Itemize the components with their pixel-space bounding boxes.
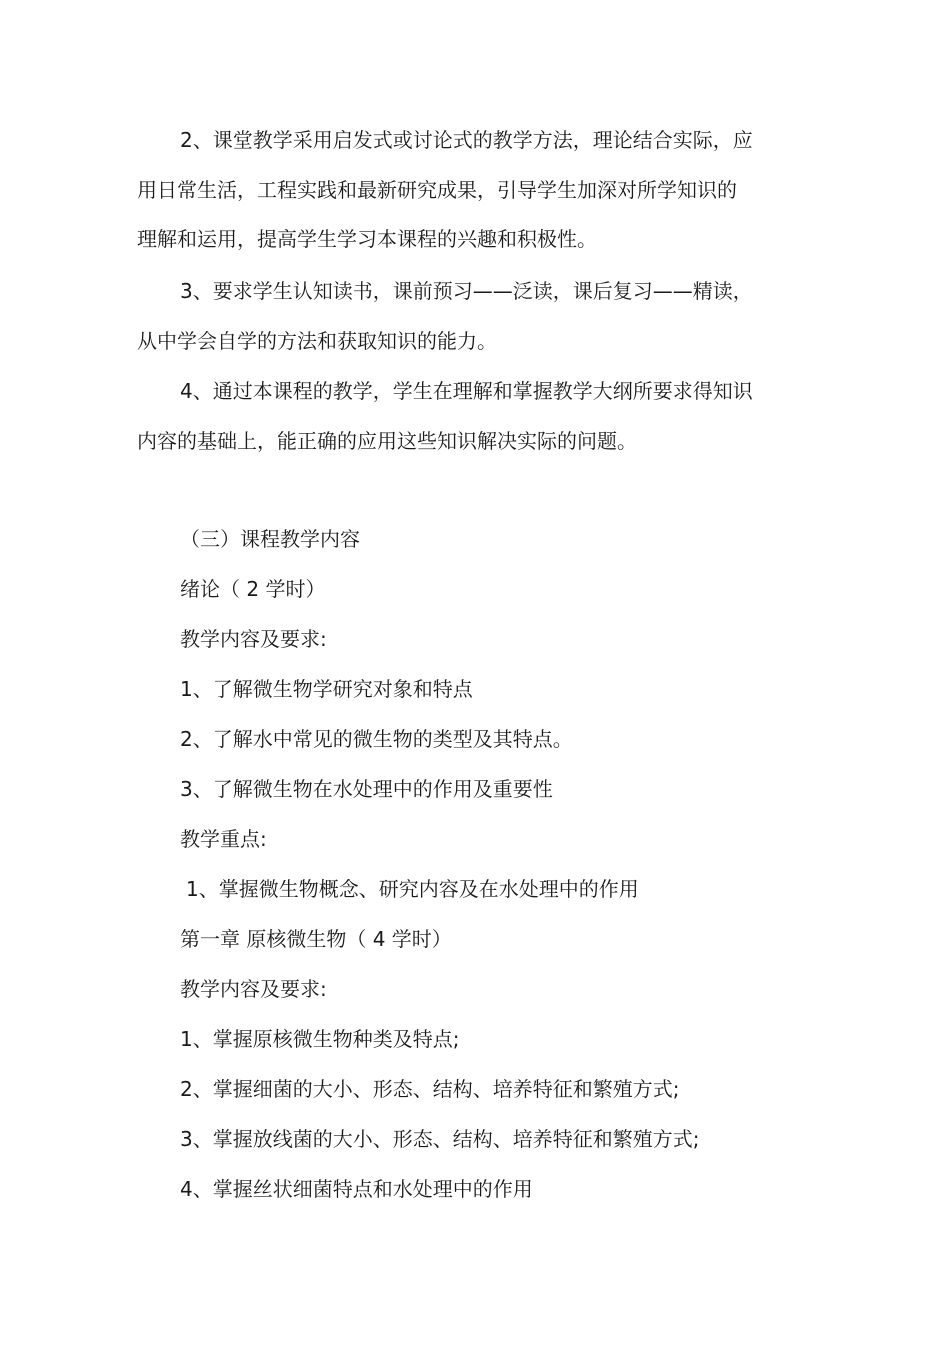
section-heading: （三）课程教学内容 [180, 527, 360, 551]
paragraph-2-line-3: 理解和运用，提高学生学习本课程的兴趣和积极性。 [137, 227, 597, 251]
chapter-1-requirements-label: 教学内容及要求: [180, 977, 327, 1001]
chapter-1-requirement-item: 3、掌握放线菌的大小、形态、结构、培养特征和繁殖方式; [180, 1127, 700, 1151]
chapter-1-requirement-item: 2、掌握细菌的大小、形态、结构、培养特征和繁殖方式; [180, 1077, 680, 1101]
intro-key-points-label: 教学重点: [180, 827, 267, 851]
intro-title: 绪论（ 2 学时） [180, 577, 326, 601]
paragraph-4-line-1: 4、通过本课程的教学，学生在理解和掌握教学大纲所要求得知识 [180, 379, 753, 403]
paragraph-3-line-2: 从中学会自学的方法和获取知识的能力。 [137, 329, 497, 353]
paragraph-2-line-2: 用日常生活，工程实践和最新研究成果，引导学生加深对所学知识的 [137, 178, 737, 202]
intro-requirement-item: 2、了解水中常见的微生物的类型及其特点。 [180, 727, 573, 751]
chapter-1-title: 第一章 原核微生物（ 4 学时） [180, 927, 452, 951]
chapter-1-requirement-item: 4、掌握丝状细菌特点和水处理中的作用 [180, 1177, 533, 1201]
paragraph-3-line-1: 3、要求学生认知读书，课前预习——泛读，课后复习——精读， [180, 279, 753, 303]
intro-requirements-label: 教学内容及要求: [180, 627, 327, 651]
paragraph-4-line-2: 内容的基础上，能正确的应用这些知识解决实际的问题。 [137, 429, 637, 453]
paragraph-2-line-1: 2、课堂教学采用启发式或讨论式的教学方法，理论结合实际，应 [180, 128, 753, 152]
intro-requirement-item: 3、了解微生物在水处理中的作用及重要性 [180, 777, 553, 801]
intro-key-point-item: 1、掌握微生物概念、研究内容及在水处理中的作用 [186, 877, 639, 901]
intro-requirement-item: 1、了解微生物学研究对象和特点 [180, 677, 473, 701]
chapter-1-requirement-item: 1、掌握原核微生物种类及特点; [180, 1027, 460, 1051]
